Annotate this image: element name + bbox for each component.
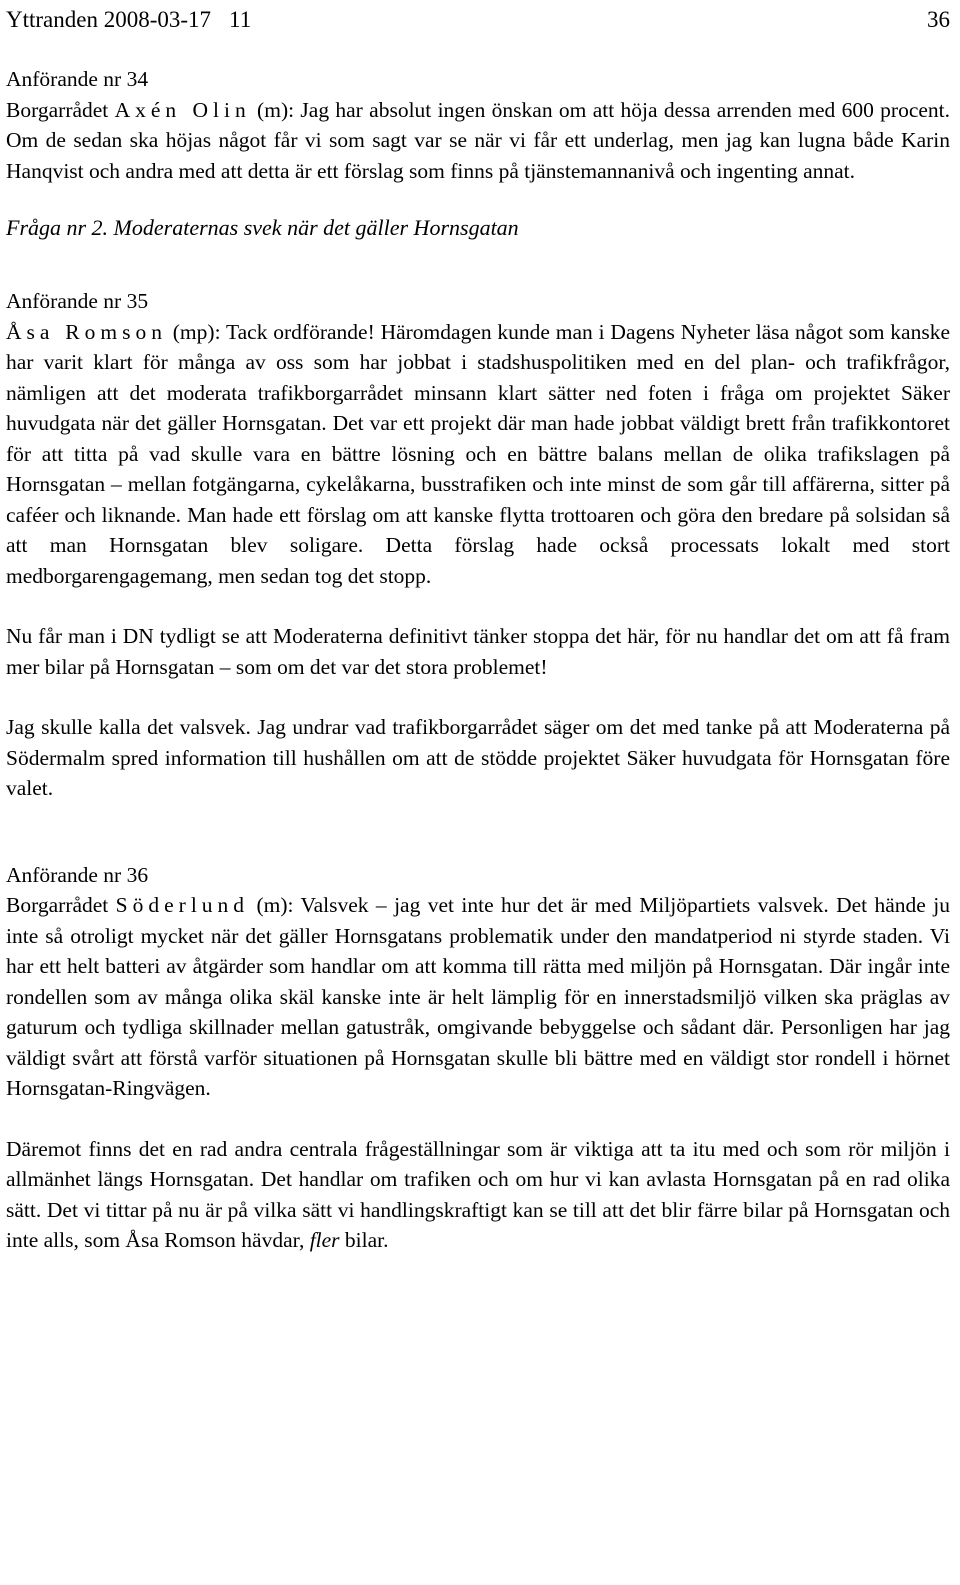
speech-heading-34: Anförande nr 34 — [6, 67, 149, 91]
speaker-name-36: Söderlund — [115, 893, 250, 917]
document-page — [6, 4, 950, 1256]
speech-35-p3: Jag skulle kalla det valsvek. Jag undrar vad trafikborgarrådet säger om det med tanke på att Moderaterna på Södermalm spred information till hushållen om att de stödde projektet Säker huvudgata för Hornsgatan före valet. — [6, 715, 950, 800]
speech-heading-35: Anförande nr 35 — [6, 289, 149, 313]
speech-35-p1-body: Tack ordförande! Häromdagen kunde man i Dagens Nyheter läsa något som kanske har varit klart för många av oss som har jobbat i stadshuspolitiken med en del plan- och trafikfrågor, nämligen att det moderata trafikborgarrådet minsann klart sätter ned foten i fråga om projektet Säker huvudgata när det gäller Hornsgatan. Det var ett projekt där man hade jobbat väldigt brett från trafikkontoret för att titta på vad skulle vara en bättre lösning och en bättre balans mellan de olika trafikslagen på Hornsgatan – mellan fotgängarna, cykelåkarna, busstrafiken och inte minst de som går till affärerna, sitter på caféer och liknande. Man hade ett förslag om att kanske flytta trottoaren och göra den bredare på solsidan så att man Hornsgatan blev soligare. Detta förslag hade också processats lokalt med stort medborgarengagemang, men sedan tog det stopp. — [6, 319, 950, 588]
speech-36-p1-body: Valsvek – jag vet inte hur det är med Miljöpartiets valsvek. Det hände ju inte så otroligt mycket när det gäller Hornsgatans problematik under den mandatperiod ni styrde staden. Vi har ett helt batteri av åtgärder som handlar om att komma till rätta med miljön på Hornsgatan. Där ingår inte rondellen som av många olika skäl kanske inte är helt lämplig för en innerstadsmiljö vilken ska präglas av gaturum och tydliga skillnader mellan gatustråk, omgivande bebyggelse och sådant där. Personligen har jag väldigt svårt att förstå varför situationen på Hornsgatan skulle bli bättre med en väldigt stor rondell i hörnet Hornsgatan-Ringvägen. — [6, 893, 950, 1100]
header-date: Yttranden 2008-03-17 — [6, 7, 212, 32]
emphasis-fler: fler — [309, 1228, 340, 1252]
speech-36-p2-b: bilar. — [339, 1228, 389, 1252]
speaker-name-34: Axén Olin — [114, 97, 251, 122]
speech-35-p1 — [6, 317, 950, 592]
speech-36-p2 — [6, 1134, 950, 1256]
speech-36-p1 — [6, 890, 950, 1104]
speech-35-p2: Nu får man i DN tydligt se att Moderaterna definitivt tänker stoppa det här, för nu handlar det om att få fram mer bilar på Hornsgatan – som om det var det stora problemet! — [6, 624, 950, 679]
speaker-party-34: (m): — [250, 97, 301, 122]
speaker-name-35: Åsa Romson — [6, 319, 167, 344]
question-heading: Fråga nr 2. Moderaternas svek när det gäller Hornsgatan — [6, 215, 519, 240]
speech-36-p2-a: Däremot finns det en rad andra centrala frågeställningar som är viktiga att ta itu med och som rör miljön i allmänhet längs Hornsgatan. Det handlar om trafiken och om hur vi kan avlasta Hornsgatan på en rad olika sätt. Det vi tittar på nu är på vilka sätt vi handlingskraftigt kan se till att det blir färre bilar på Hornsgatan och inte alls, som Åsa Romson hävdar, — [6, 1136, 950, 1252]
header-section: 11 — [229, 7, 252, 32]
speaker-title-36: Borgarrådet — [6, 893, 116, 917]
speech-34-body: Jag har absolut ingen önskan om att höja dessa arrenden med 600 procent. Om de sedan ska höjas något får vi som sagt var se när vi får ett underlag, men jag kan lugna både Karin Hanqvist och andra med att detta är ett förslag som finns på tjänstemannanivå och ingenting annat. — [6, 97, 950, 183]
speaker-party-36: (m): — [249, 893, 301, 917]
header-left — [6, 4, 251, 36]
page-number: 36 — [927, 7, 950, 32]
speaker-title-34: Borgarrådet — [6, 97, 115, 122]
speech-heading-36: Anförande nr 36 — [6, 862, 149, 887]
page-header — [6, 4, 950, 36]
speech-34-text — [6, 95, 950, 187]
speaker-party-35: (mp): — [166, 319, 226, 344]
